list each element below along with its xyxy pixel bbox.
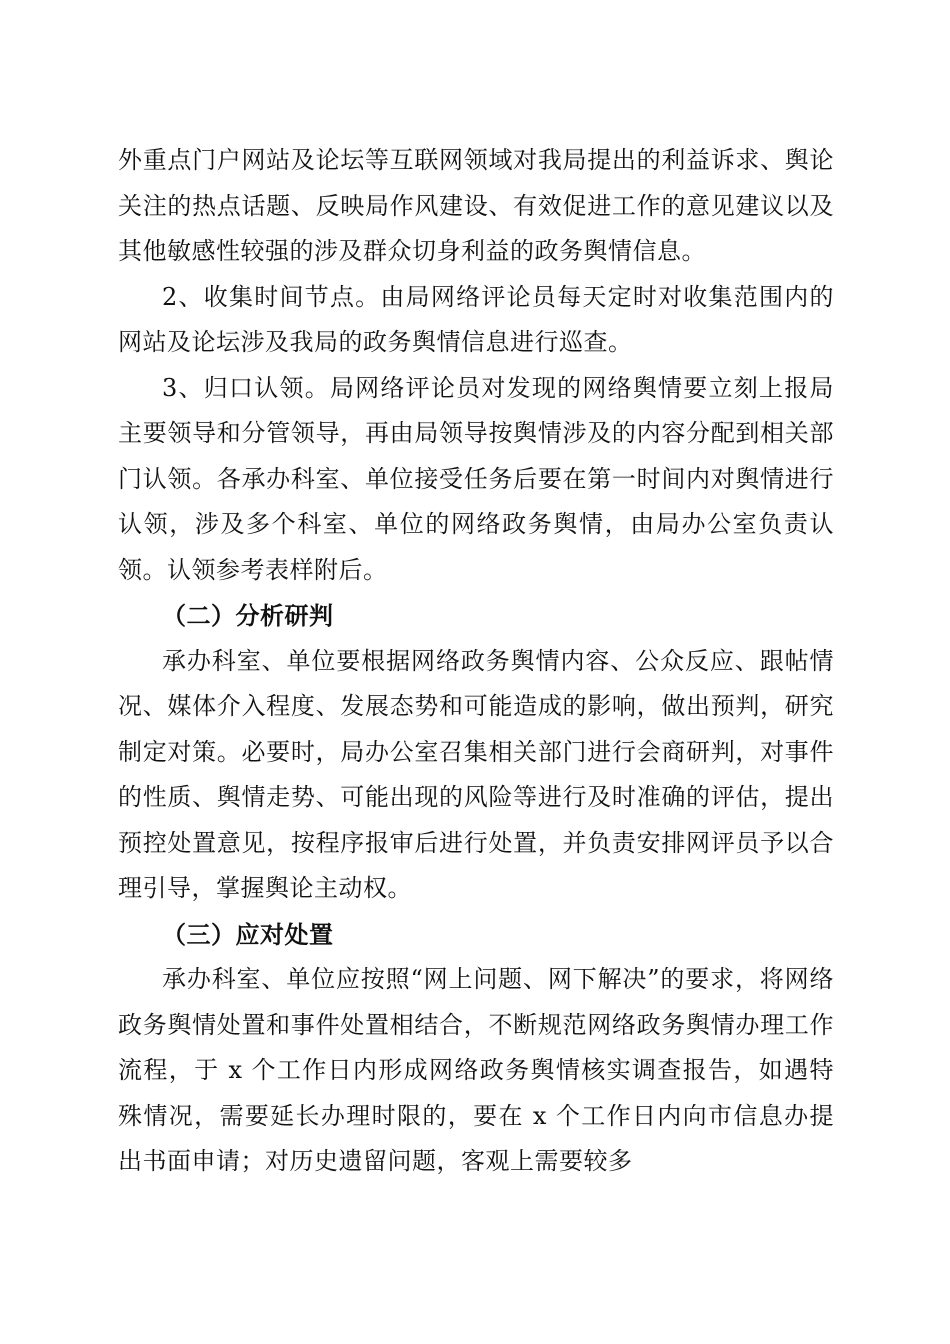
document-body [118, 138, 834, 1185]
section-heading-analysis: （二）分析研判 [162, 601, 334, 630]
paragraph-claim-assignment: 3、归口认领。局网络评论员对发现的网络舆情要立刻上报局主要领导和分管领导，再由局领导按舆情涉及的内容分配到相关部门认领。各承办科室、单位接受任务后要在第一时间内对舆情进行认领，涉及多个科室、单位的网络政务舆情，由局办公室负责认领。认领参考表样附后。 [118, 373, 834, 584]
paragraph-analysis: 承办科室、单位要根据网络政务舆情内容、公众反应、跟帖情况、媒体介入程度、发展态势和可能造成的影响，做出预判，研究制定对策。必要时，局办公室召集相关部门进行会商研判，对事件的性质、舆情走势、可能出现的风险等进行及时准确的评估，提出预控处置意见，按程序报审后进行处置，并负责安排网评员予以合理引导，掌握舆论主动权。 [118, 646, 834, 902]
paragraph-collection-time: 2、收集时间节点。由局网络评论员每天定时对收集范围内的网站及论坛涉及我局的政务舆情信息进行巡查。 [118, 282, 834, 356]
paragraph-response: 承办科室、单位应按照“网上问题、网下解决”的要求，将网络政务舆情处置和事件处置相结合，不断规范网络政务舆情办理工作流程，于 x 个工作日内形成网络政务舆情核实调查报告，如遇特殊情况，需要延长办理时限的，要在 x 个工作日内向市信息办提出书面申请；对历史遗留问题，客观上需要较多 [118, 965, 834, 1175]
section-heading-response: （三）应对处置 [162, 919, 334, 949]
paragraph-scope-continued: 外重点门户网站及论坛等互联网领域对我局提出的利益诉求、舆论关注的热点话题、反映局作风建设、有效促进工作的意见建议以及其他敏感性较强的涉及群众切身利益的政务舆情信息。 [118, 146, 834, 265]
